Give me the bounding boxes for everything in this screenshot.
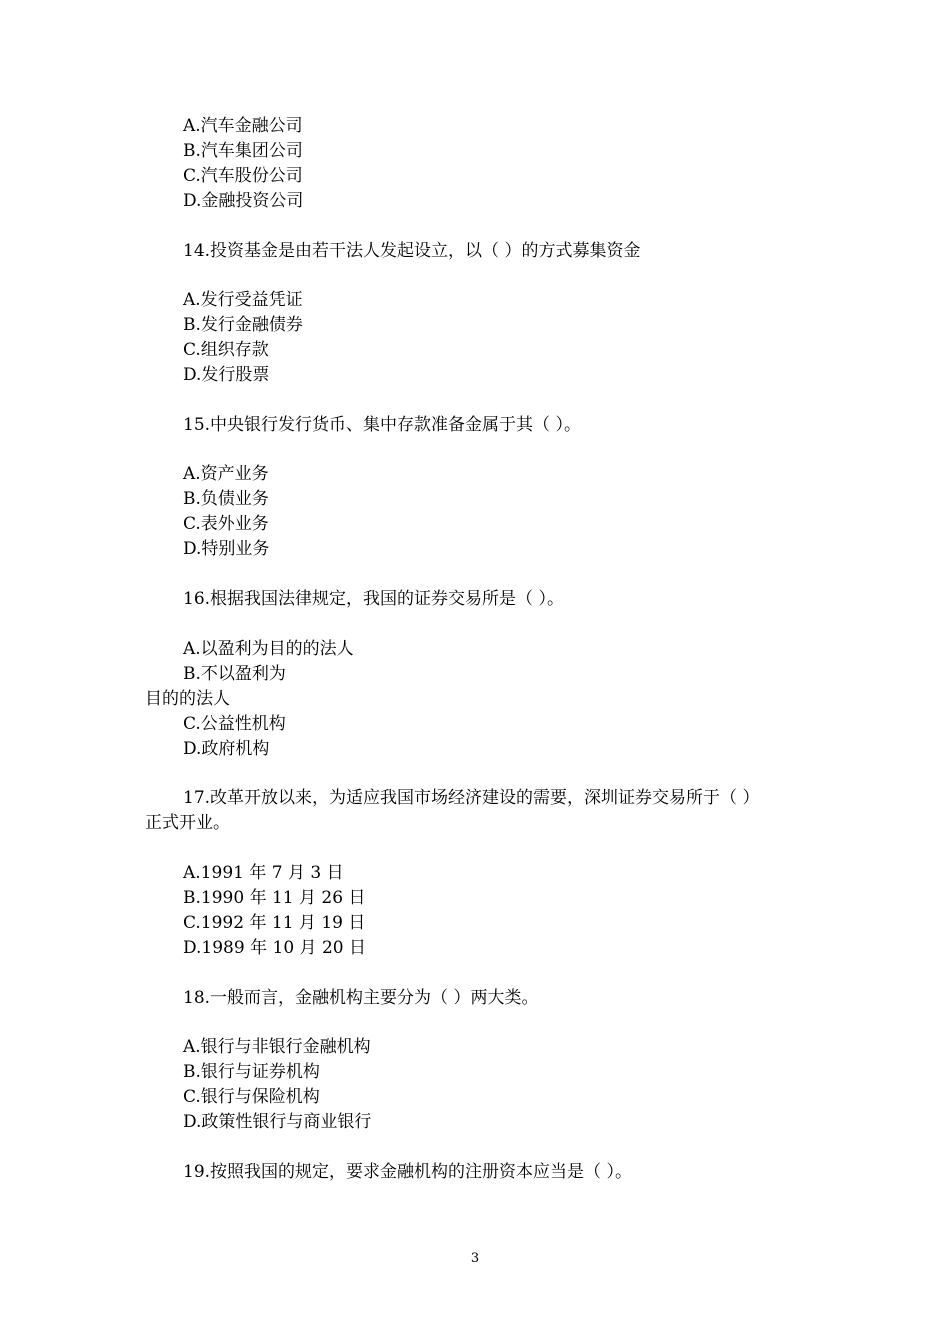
q16-option-c: C.公益性机构	[183, 714, 286, 734]
q18-option-d: D.政策性银行与商业银行	[183, 1112, 372, 1132]
q17-option-b: B.1990 年 11 月 26 日	[183, 888, 366, 908]
q16-option-b: B.不以盈利为	[183, 664, 286, 684]
q15-question: 15.中央银行发行货币、集中存款准备金属于其（ ）。	[183, 415, 581, 435]
q18-option-c: C.银行与保险机构	[183, 1087, 320, 1107]
q15-option-b: B.负债业务	[183, 489, 269, 509]
q16-question: 16.根据我国法律规定，我国的证券交易所是（ ）。	[183, 589, 564, 609]
q14-option-c: C.组织存款	[183, 340, 269, 360]
q14-option-d: D.发行股票	[183, 365, 270, 385]
q14-option-a: A.发行受益凭证	[183, 290, 303, 310]
q18-option-b: B.银行与证券机构	[183, 1062, 320, 1082]
q16-option-d: D.政府机构	[183, 739, 270, 759]
q13-option-a: A.汽车金融公司	[183, 116, 303, 136]
q15-option-c: C.表外业务	[183, 514, 269, 534]
q14-question: 14.投资基金是由若干法人发起设立，以（ ）的方式募集资金	[183, 241, 641, 261]
q15-option-a: A.资产业务	[183, 464, 269, 484]
q19-question: 19.按照我国的规定，要求金融机构的注册资本应当是（ ）。	[183, 1162, 632, 1182]
q13-option-d: D.金融投资公司	[183, 191, 304, 211]
q15-option-d: D.特别业务	[183, 539, 270, 559]
q18-question: 18.一般而言，金融机构主要分为（ ）两大类。	[183, 988, 539, 1008]
q17-question-line1: 17.改革开放以来，为适应我国市场经济建设的需要，深圳证券交易所于（ ）	[183, 788, 760, 808]
page-number: 3	[470, 1251, 480, 1266]
q17-option-c: C.1992 年 11 月 19 日	[183, 913, 366, 933]
q16-option-b-continued: 目的的法人	[145, 689, 230, 709]
q14-option-b: B.发行金融债券	[183, 315, 303, 335]
q13-option-b: B.汽车集团公司	[183, 141, 303, 161]
q17-question-line2: 正式开业。	[145, 813, 230, 833]
q17-option-d: D.1989 年 10 月 20 日	[183, 938, 366, 958]
q16-option-a: A.以盈利为目的的法人	[183, 639, 354, 659]
q18-option-a: A.银行与非银行金融机构	[183, 1037, 371, 1057]
q13-option-c: C.汽车股份公司	[183, 166, 303, 186]
q17-option-a: A.1991 年 7 月 3 日	[183, 863, 344, 883]
